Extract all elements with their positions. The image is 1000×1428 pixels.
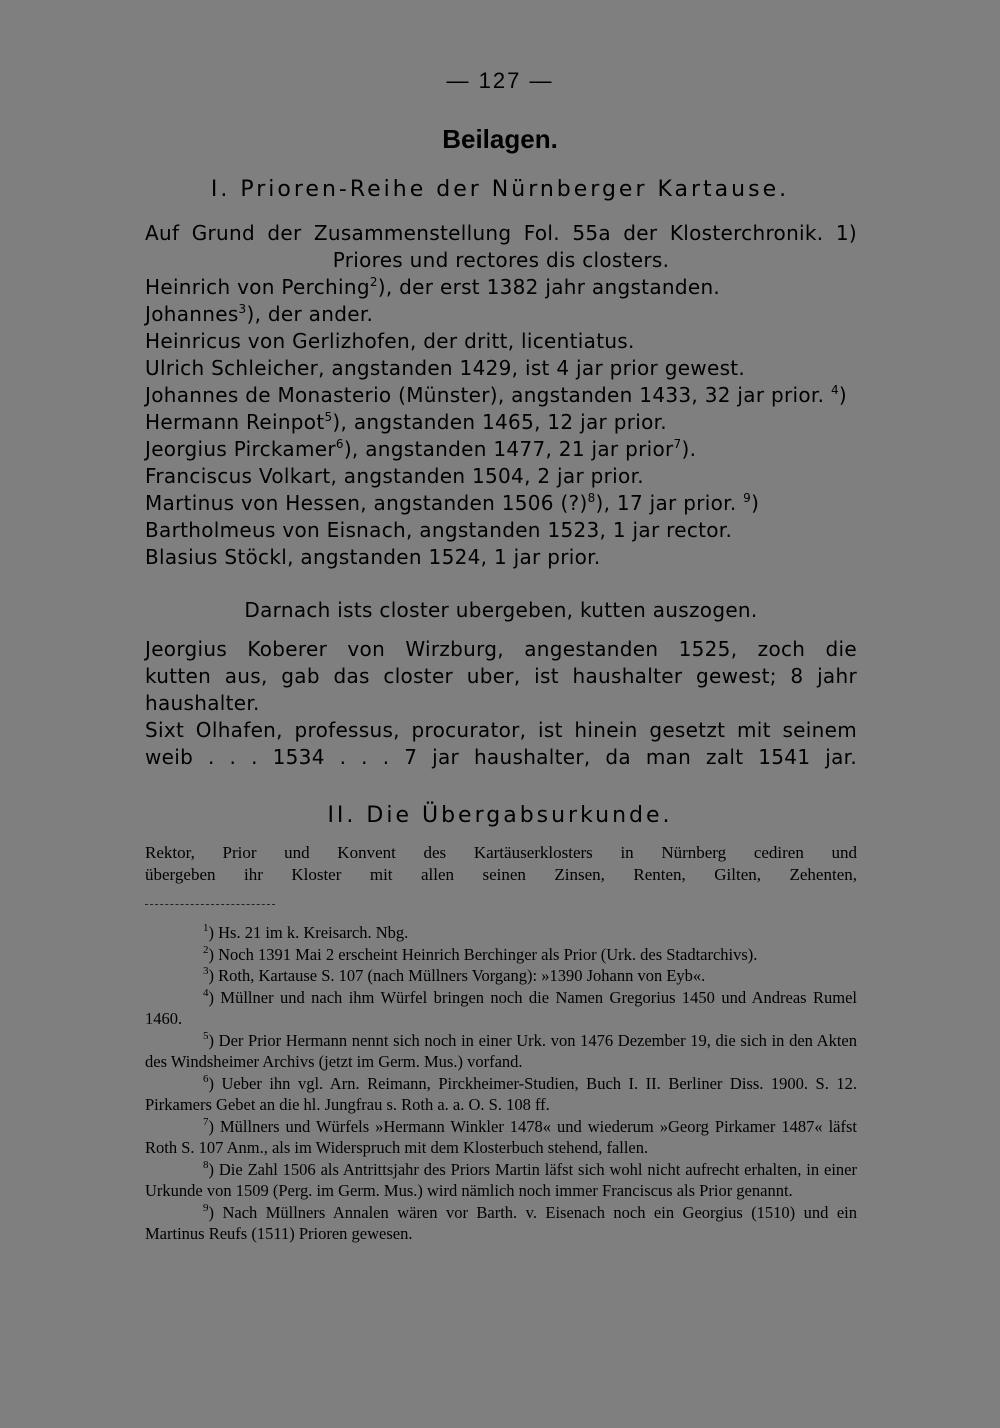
intro-text: Auf Grund der Zusammenstellung Fol. 55a der Klosterchronik. (145, 221, 824, 245)
footnote-ref: 5 (324, 410, 333, 424)
footnotes (145, 922, 857, 1245)
footnote-ref: 6 (335, 437, 344, 451)
prior-entry: Heinricus von Gerlizhofen, der dritt, licentiatus. (145, 329, 635, 353)
prior-entry: Franciscus Volkart, angstanden 1504, 2 jar prior. (145, 464, 644, 488)
footnote-ref: 2 (369, 275, 378, 289)
prior-entry: Jeorgius Pirckamer$^6$), angstanden 1477, 21 jar prior$^7$). (145, 437, 697, 461)
page-number: — 127 — (446, 68, 554, 93)
prior-entry: Hermann Reinpot$^5$), angstanden 1465, 12 jar prior. (145, 410, 667, 434)
section-2-line: Rektor, Prior und Konvent des Kartäuserklosters in Nürnberg cediren und (145, 843, 857, 862)
footnote: $^3$) Roth, Kartause S. 107 (nach Müllners Vorgang): »1390 Johann von Eyb«. (203, 965, 706, 985)
footnote-ref: 3 (238, 302, 247, 316)
footnote: $^4$) Müllner und nach ihm Würfel bringen noch die Namen Gregorius 1450 und Andreas Rumel 1460. (145, 986, 857, 1028)
koberer-paragraph: Jeorgius Koberer von Wirzburg, angestanden 1525, zoch die kutten aus, gab das closter uber, ist haushalter gewest; 8 jahr haushalter. Sixt Olhafen, professus, procurator, ist hinein gesetzt mit seinem weib . . . 1534 . . . 7 jar haushalter, da man zalt 1541 jar. (145, 637, 857, 769)
intro-line (145, 220, 857, 247)
prior-entry: Johannes$^3$), der ander. (145, 302, 374, 326)
transition-line (145, 597, 857, 624)
footnote-ref: 9 (743, 491, 752, 505)
footnote: $^9$) Nach Müllners Annalen wären vor Barth. v. Eisenach noch ein Georgius (1510) und ein Martinus Reufs (1511) Prioren gewesen. (145, 1201, 857, 1243)
footnote: $^7$) Müllners und Würfels »Hermann Winkler 1478« und wiederum »Georg Pirkamer 1487« läfst Roth S. 107 Anm., als im Widerspruch mit dem Klosterbuch stehend, fallen. (145, 1115, 857, 1157)
priors-subtitle: Priores und rectores dis closters. (332, 248, 670, 272)
prior-entry: Bartholmeus von Eisnach, angstanden 1523, 1 jar rector. (145, 518, 733, 542)
page-heading: Beilagen. (442, 124, 558, 154)
prior-entry: Ulrich Schleicher, angstanden 1429, ist 4 jar prior gewest. (145, 356, 746, 380)
footnote-ref: 4 (830, 383, 839, 397)
footnote-divider (145, 904, 275, 905)
section-1-body (145, 220, 857, 571)
section-1-title: I. Prioren-Reihe der Nürnberger Kartause. (210, 177, 790, 202)
prior-entry: Johannes de Monasterio (Münster), angstanden 1433, 32 jar prior. $^4$) (145, 383, 847, 407)
section-2-line: übergeben ihr Kloster mit allen seinen Zinsen, Renten, Gilten, Zehenten, (145, 864, 857, 884)
footnote: $^6$) Ueber ihn vgl. Arn. Reimann, Pirckheimer-Studien, Buch I. II. Berliner Diss. 1900. S. 12. Pirkamers Gebet an die hl. Jungfrau s. Roth a. a. O. S. 108 ff. (145, 1072, 857, 1114)
section-2-text (145, 842, 857, 885)
prior-entry: Martinus von Hessen, angstanden 1506 (?)$^8$), 17 jar prior. $^9$) (145, 491, 760, 515)
section-2-title: II. Die Übergabsurkunde. (327, 803, 673, 828)
footnote-ref: 7 (673, 437, 682, 451)
footnote: $^1$) Hs. 21 im k. Kreisarch. Nbg. (203, 922, 409, 942)
prior-entry: Blasius Stöckl, angstanden 1524, 1 jar prior. (145, 545, 601, 569)
footnote: $^2$) Noch 1391 Mai 2 erscheint Heinrich Berchinger als Prior (Urk. des Stadtarchivs). (203, 943, 758, 964)
prior-entry: Heinrich von Perching$^2$), der erst 1382 jahr angstanden. (145, 275, 721, 299)
footnote-ref: 8 (587, 491, 596, 505)
intro-footnote-ref: 1) (835, 221, 857, 245)
transition-text: Darnach ists closter ubergeben, kutten auszogen. (244, 598, 758, 622)
footnote: $^8$) Die Zahl 1506 als Antrittsjahr des Priors Martin läfst sich wohl nicht aufrecht erhalten, in einer Urkunde von 1509 (Perg. im Germ. Mus.) wird nämlich noch immer Franciscus als Prior genannt. (145, 1158, 857, 1200)
footnote: $^5$) Der Prior Hermann nennt sich noch in einer Urk. von 1476 Dezember 19, die sich in den Akten des Windsheimer Archivs (jetzt im Germ. Mus.) vorfand. (145, 1029, 857, 1071)
